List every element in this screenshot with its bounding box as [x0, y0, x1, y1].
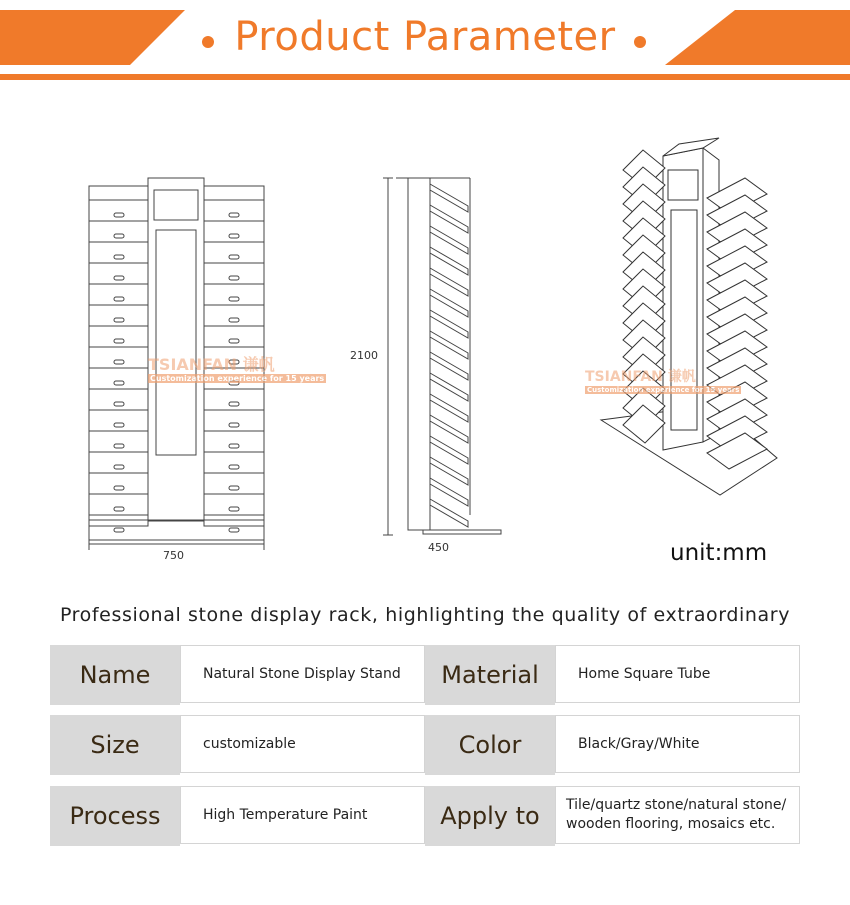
- front-drawer-handle: [114, 381, 124, 385]
- iso-watermark-logo: TSIANFAN 谦帆: [585, 369, 696, 385]
- page-title: Product Parameter: [234, 14, 616, 60]
- front-drawer-handle: [114, 507, 124, 511]
- front-drawer-handle: [114, 423, 124, 427]
- isometric-drawing: [595, 120, 785, 505]
- side-view-drawing: [378, 170, 518, 550]
- width-dimension: 750: [163, 549, 184, 562]
- front-drawer-handle: [114, 255, 124, 259]
- iso-watermark-tagline: Customization experience for 15 years: [587, 386, 740, 394]
- spec-row-process: [50, 786, 800, 846]
- spec-label-apply-to: Apply to: [425, 786, 555, 846]
- front-drawer-handle: [114, 528, 124, 532]
- front-drawer-handle: [114, 339, 124, 343]
- front-drawer-handle: [114, 360, 124, 364]
- front-drawer-handle: [229, 528, 239, 532]
- front-drawer-handle: [229, 255, 239, 259]
- header-banner: [0, 0, 850, 90]
- spec-value-name: Natural Stone Display Stand: [180, 645, 425, 703]
- front-drawer-handle: [229, 402, 239, 406]
- spec-value-process: High Temperature Paint: [180, 786, 425, 844]
- front-drawer-handle: [114, 486, 124, 490]
- front-drawer-handle: [114, 444, 124, 448]
- front-drawer-handle: [229, 507, 239, 511]
- unit-label: unit:mm: [670, 540, 768, 566]
- spec-row-name: [50, 645, 800, 705]
- front-drawer-handle: [229, 297, 239, 301]
- product-tagline: Professional stone display rack, highlighting the quality of extraordinary: [59, 604, 791, 626]
- front-drawer-handle: [114, 318, 124, 322]
- depth-dimension: 450: [428, 541, 449, 554]
- front-drawer-handle: [114, 213, 124, 217]
- spec-label-size: Size: [50, 715, 180, 775]
- apply-to-line-2: wooden flooring, mosaics etc.: [566, 816, 776, 832]
- spec-label-color: Color: [425, 715, 555, 775]
- front-watermark-tagline: Customization experience for 15 years: [150, 374, 325, 383]
- height-dimension: 2100: [350, 349, 378, 362]
- apply-to-line-1: Tile/quartz stone/natural stone/: [566, 797, 787, 813]
- header-rule: [0, 74, 850, 80]
- front-drawer-handle: [114, 402, 124, 406]
- front-drawer-handle: [229, 234, 239, 238]
- spec-label-process: Process: [50, 786, 180, 846]
- spec-value-apply-to: [555, 786, 800, 844]
- front-drawer-handle: [229, 318, 239, 322]
- spec-label-material: Material: [425, 645, 555, 705]
- front-drawer-handle: [114, 276, 124, 280]
- front-drawer-handle: [114, 465, 124, 469]
- front-drawer-handle: [229, 486, 239, 490]
- spec-value-color: Black/Gray/White: [555, 715, 800, 773]
- front-watermark-logo: TSIANFAN 谦帆: [148, 355, 275, 374]
- front-drawer-handle: [229, 213, 239, 217]
- front-drawer-handle: [114, 297, 124, 301]
- front-drawer-handle: [114, 234, 124, 238]
- front-drawer-handle: [229, 423, 239, 427]
- front-drawer-handle: [229, 339, 239, 343]
- front-drawer-handle: [229, 276, 239, 280]
- front-drawer-handle: [229, 465, 239, 469]
- spec-value-size: customizable: [180, 715, 425, 773]
- front-drawer-handle: [229, 444, 239, 448]
- spec-value-material: Home Square Tube: [555, 645, 800, 703]
- spec-row-size: [50, 715, 800, 775]
- spec-label-name: Name: [50, 645, 180, 705]
